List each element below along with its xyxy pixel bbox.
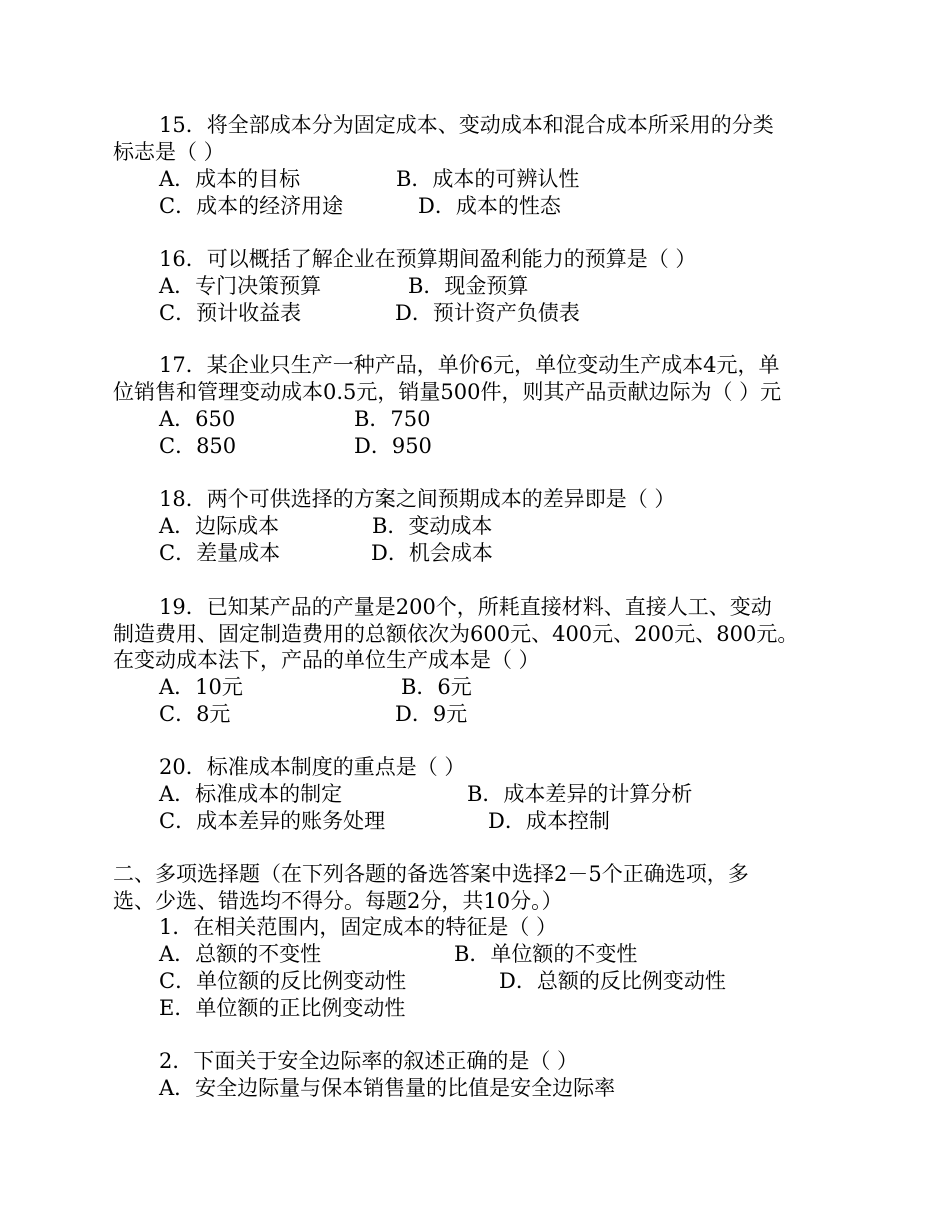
- q18-option-b: B．变动成本: [372, 514, 493, 538]
- s2-q1-stem: 1．在相关范围内，固定成本的特征是（ ）: [159, 915, 558, 939]
- q19-stem-line-3: 在变动成本法下，产品的单位生产成本是（ ）: [113, 648, 540, 672]
- q15-option-c: C．成本的经济用途: [159, 194, 344, 218]
- q19-stem-line-2: 制造费用、固定制造费用的总额依次为600元、400元、200元、800元。: [113, 622, 799, 646]
- q15-stem-line-2: 标志是（ ）: [113, 140, 225, 164]
- q20-option-d: D．成本控制: [488, 809, 610, 833]
- q18-option-d: D．机会成本: [371, 541, 493, 565]
- s2-q1-option-a: A．总额的不变性: [159, 942, 322, 966]
- q17-option-d: D．950: [354, 434, 432, 458]
- q18-stem: 18．两个可供选择的方案之间预期成本的差异即是（ ）: [159, 487, 676, 511]
- q18-option-a: A．边际成本: [159, 514, 280, 538]
- q19-option-b: B．6元: [401, 675, 472, 699]
- q19-option-a: A．10元: [159, 675, 243, 699]
- q16-option-a: A．专门决策预算: [159, 274, 322, 298]
- section2-heading-line-1: 二、多项选择题（在下列各题的备选答案中选择2－5个正确选项，多: [113, 862, 749, 886]
- q17-stem-line-1: 17．某企业只生产一种产品，单价6元，单位变动生产成本4元，单: [159, 353, 780, 377]
- q16-option-d: D．预计资产负债表: [395, 301, 580, 325]
- q20-stem: 20．标准成本制度的重点是（ ）: [159, 755, 466, 779]
- q19-option-c: C．8元: [159, 702, 231, 726]
- q19-option-d: D．9元: [395, 702, 468, 726]
- section2-heading-line-2: 选、少选、错选均不得分。每题2分，共10分。）: [113, 889, 563, 913]
- q17-stem-line-2: 位销售和管理变动成本0.5元，销量500件，则其产品贡献边际为（ ）元: [113, 380, 782, 404]
- q20-option-b: B．成本差异的计算分析: [467, 782, 693, 806]
- q17-option-c: C．850: [159, 434, 237, 458]
- q16-option-c: C．预计收益表: [159, 301, 302, 325]
- s2-q1-option-b: B．单位额的不变性: [454, 942, 638, 966]
- q15-option-a: A．成本的目标: [159, 167, 301, 191]
- q20-option-a: A．标准成本的制定: [159, 782, 343, 806]
- s2-q2-stem: 2．下面关于安全边际率的叙述正确的是（ ）: [159, 1049, 579, 1073]
- q16-option-b: B．现金预算: [408, 274, 529, 298]
- q20-option-c: C．成本差异的账务处理: [159, 809, 386, 833]
- q15-option-b: B．成本的可辨认性: [396, 167, 580, 191]
- q19-stem-line-1: 19．已知某产品的产量是200个，所耗直接材料、直接人工、变动: [159, 595, 772, 619]
- q17-option-a: A．650: [159, 407, 236, 431]
- q18-option-c: C．差量成本: [159, 541, 281, 565]
- s2-q1-option-e: E．单位额的正比例变动性: [159, 996, 406, 1020]
- s2-q1-option-d: D．总额的反比例变动性: [499, 969, 726, 993]
- q16-stem: 16．可以概括了解企业在预算期间盈利能力的预算是（ ）: [159, 247, 697, 271]
- q17-option-b: B．750: [354, 407, 431, 431]
- q15-option-d: D．成本的性态: [418, 194, 561, 218]
- q15-stem-line-1: 15．将全部成本分为固定成本、变动成本和混合成本所采用的分类: [159, 113, 774, 137]
- s2-q2-option-a: A．安全边际量与保本销售量的比值是安全边际率: [159, 1076, 616, 1100]
- s2-q1-option-c: C．单位额的反比例变动性: [159, 969, 407, 993]
